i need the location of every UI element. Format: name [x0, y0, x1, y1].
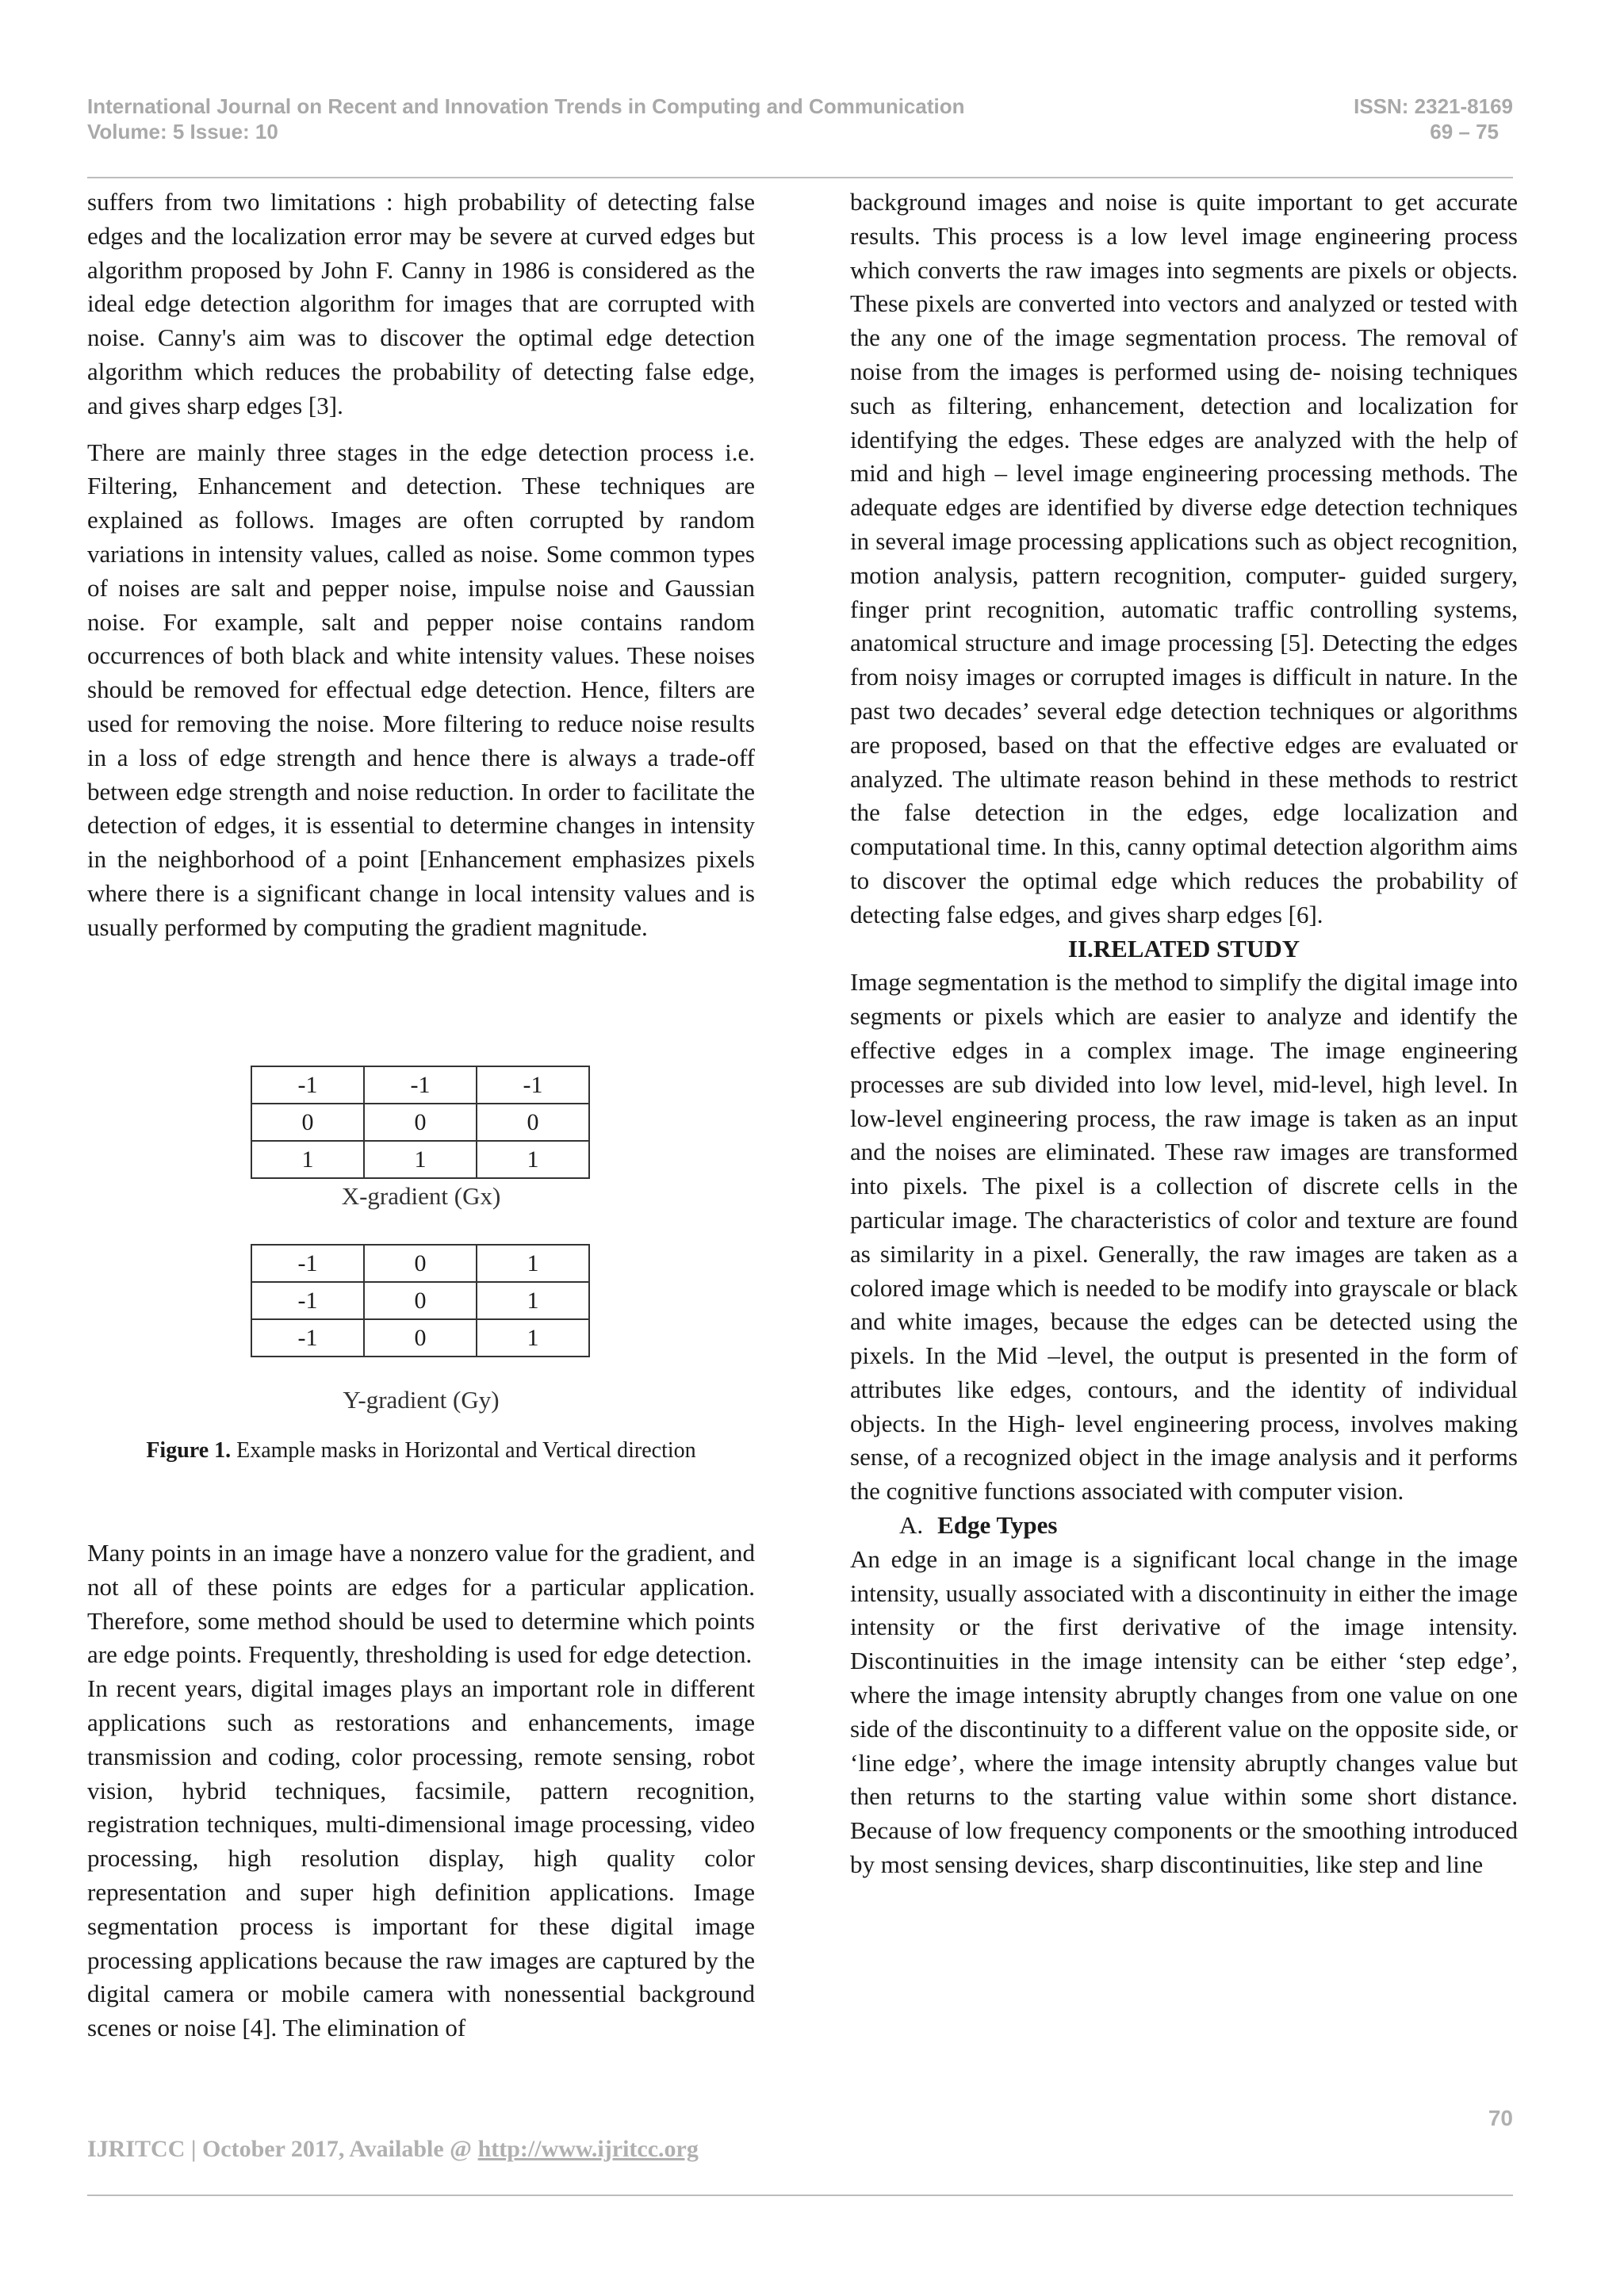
- table-cell: 0: [364, 1282, 477, 1319]
- figure-caption-text: Example masks in Horizontal and Vertical direction: [231, 1438, 696, 1463]
- page-range: 69 – 75: [1430, 120, 1499, 144]
- left-paragraph-3: Many points in an image have a nonzero value for the gradient, and not all of these points are edges for a particular application. Therefore, some method should be used to determine which points are edge points. Frequently, thresholding is used for edge detection.: [87, 1539, 755, 1669]
- table-row: [251, 1104, 589, 1141]
- table-cell: 1: [477, 1319, 589, 1357]
- left-column-lower: [87, 1536, 755, 2045]
- page-number: 70: [1488, 2106, 1513, 2130]
- table-cell: -1: [251, 1066, 364, 1104]
- footer-text: IJRITCC | October 2017, Available @: [87, 2136, 478, 2162]
- table-cell: 0: [364, 1245, 477, 1282]
- table-cell: 0: [477, 1104, 589, 1141]
- table-row: [251, 1141, 589, 1178]
- issn: ISSN: 2321-8169: [1354, 94, 1513, 118]
- figure-1: [87, 1066, 755, 1464]
- table-row: [251, 1282, 589, 1319]
- table-row: [251, 1066, 589, 1104]
- table-cell: 1: [364, 1141, 477, 1178]
- right-paragraph-2: Image segmentation is the method to simplify the digital image into segments or pixels which are easier to analyze and identify the effective edges in a complex image. The image engineering processes are sub divided into low level, mid-level, high level. In low-level engineering process, the raw image is taken as an input and the noises are eliminated. These raw images are transformed into pixels. The pixel is a collection of discrete cells in the particular image. The characteristics of color and texture are found as similarity in a pixel. Generally, the raw images are taken as a colored image which is needed to be modify into grayscale or black and white images, because the edges can be detected using the pixels. In the Mid –level, the output is presented in the form of attributes like edges, contours, and the identity of individual objects. In the High- level engineering process, involves making sense, of a recognized object in the image analysis and it performs the cognitive functions associated with computer vision.: [850, 968, 1518, 1506]
- table-row: [251, 1245, 589, 1282]
- figure-caption: [87, 1438, 755, 1464]
- table-cell: 1: [477, 1282, 589, 1319]
- table-cell: -1: [251, 1282, 364, 1319]
- footer-link[interactable]: http://www.ijritcc.org: [477, 2136, 699, 2162]
- subsection-label: A.: [899, 1511, 924, 1540]
- left-paragraph-1: suffers from two limitations : high probability of detecting false edges and the localization error may be severe at curved edges but algorithm proposed by John F. Canny in 1986 is considered as the ideal edge detection algorithm for images that are corrupted with noise. Canny's aim was to discover the optimal edge detection algorithm which reduces the probability of detecting false edge, and gives sharp edges [3].: [87, 188, 755, 419]
- left-column: [87, 186, 755, 945]
- journal-title: International Journal on Recent and Innovation Trends in Computing and Communication: [87, 94, 965, 118]
- table-cell: 1: [251, 1141, 364, 1178]
- left-paragraph-4: In recent years, digital images plays an important role in different applications such as restorations and enhancements, image transmission and coding, color processing, remote sensing, robot vision, hybrid techniques, facsimile, pattern recognition, registration techniques, multi-dimensional image processing, video processing, high resolution display, high quality color representation and super high definition applications. Image segmentation process is important for these digital image processing applications because the raw images are captured by the digital camera or mobile camera with nonessential background scenes or noise [4]. The elimination of: [87, 1674, 755, 2042]
- left-paragraph-2: There are mainly three stages in the edge detection process i.e. Filtering, Enhancement and detection. These techniques are explained as follows. Images are often corrupted by random variations in intensity values, called as noise. Some common types of noises are salt and pepper noise, impulse noise and Gaussian noise. For example, salt and pepper noise contains random occurrences of both black and white intensity values. These noises should be removed for effectual edge detection. Hence, filters are used for removing the noise. More filtering to reduce noise results in a loss of edge strength and hence there is always a trade-off between edge strength and noise reduction. In order to facilitate the detection of edges, it is essential to determine changes in intensity in the neighborhood of a point [Enhancement emphasizes pixels where there is a significant change in local intensity values and is usually performed by computing the gradient magnitude.: [87, 438, 755, 941]
- subsection-heading: [850, 1509, 1518, 1543]
- right-paragraph-1: background images and noise is quite important to get accurate results. This process is a low level image engineering process which converts the raw images into segments are pixels or objects. These pixels are converted into vectors and analyzed or tested with the any one of the image segmentation process. The removal of noise from the images is performed using de- noising techniques such as filtering, enhancement, detection and localization for identifying the edges. These edges are analyzed with the help of mid and high – level image engineering processing methods. The adequate edges are identified by diverse edge detection techniques in several image processing applications such as object recognition, motion analysis, pattern recognition, computer- guided surgery, finger print recognition, automatic traffic controlling systems, anatomical structure and image processing [5]. Detecting the edges from noisy images or corrupted images is difficult in nature. In the past two decades’ several edge detection techniques or algorithms are proposed, based on that the effective edges are evaluated or analyzed. The ultimate reason behind in these methods to restrict the false detection in the edges, edge localization and computational time. In this, canny optimal detection algorithm aims to discover the optimal edge which reduces the probability of detecting false edges, and gives sharp edges [6].: [850, 188, 1518, 928]
- volume-issue: Volume: 5 Issue: 10: [87, 120, 278, 144]
- right-column: [850, 186, 1518, 1882]
- subsection-title: Edge Types: [937, 1511, 1058, 1540]
- table-cell: 1: [477, 1245, 589, 1282]
- table-row: [251, 1319, 589, 1357]
- table-cell: 1: [477, 1141, 589, 1178]
- table-cell: 0: [364, 1104, 477, 1141]
- right-paragraph-3: An edge in an image is a significant local change in the image intensity, usually associated with a discontinuity in either the image intensity or the first derivative of the image intensity. Discontinuities in the image intensity can be either ‘step edge’, where the image intensity abruptly changes from one value on one side of the discontinuity to a different value on the opposite side, or ‘line edge’, where the image intensity abruptly changes value but then returns to the starting value within some short distance. Because of low frequency components or the smoothing introduced by most sensing devices, sharp discontinuities, like step and line: [850, 1544, 1518, 1879]
- table-cell: -1: [477, 1066, 589, 1104]
- table-cell: 0: [251, 1104, 364, 1141]
- page-footer: [87, 2136, 699, 2163]
- footer-divider: [87, 2195, 1513, 2196]
- table-cell: -1: [364, 1066, 477, 1104]
- gx-mask-table: [251, 1066, 590, 1179]
- page-header: [87, 94, 1513, 144]
- gx-label: X-gradient (Gx): [341, 1182, 501, 1210]
- table-cell: -1: [251, 1245, 364, 1282]
- figure-caption-label: Figure 1.: [146, 1438, 232, 1463]
- header-divider: [87, 177, 1513, 178]
- table-cell: -1: [251, 1319, 364, 1357]
- table-cell: 0: [364, 1319, 477, 1357]
- gy-label: Y-gradient (Gy): [343, 1386, 500, 1414]
- gy-mask-table: [251, 1244, 590, 1357]
- section-heading: II.RELATED STUDY: [1067, 934, 1300, 962]
